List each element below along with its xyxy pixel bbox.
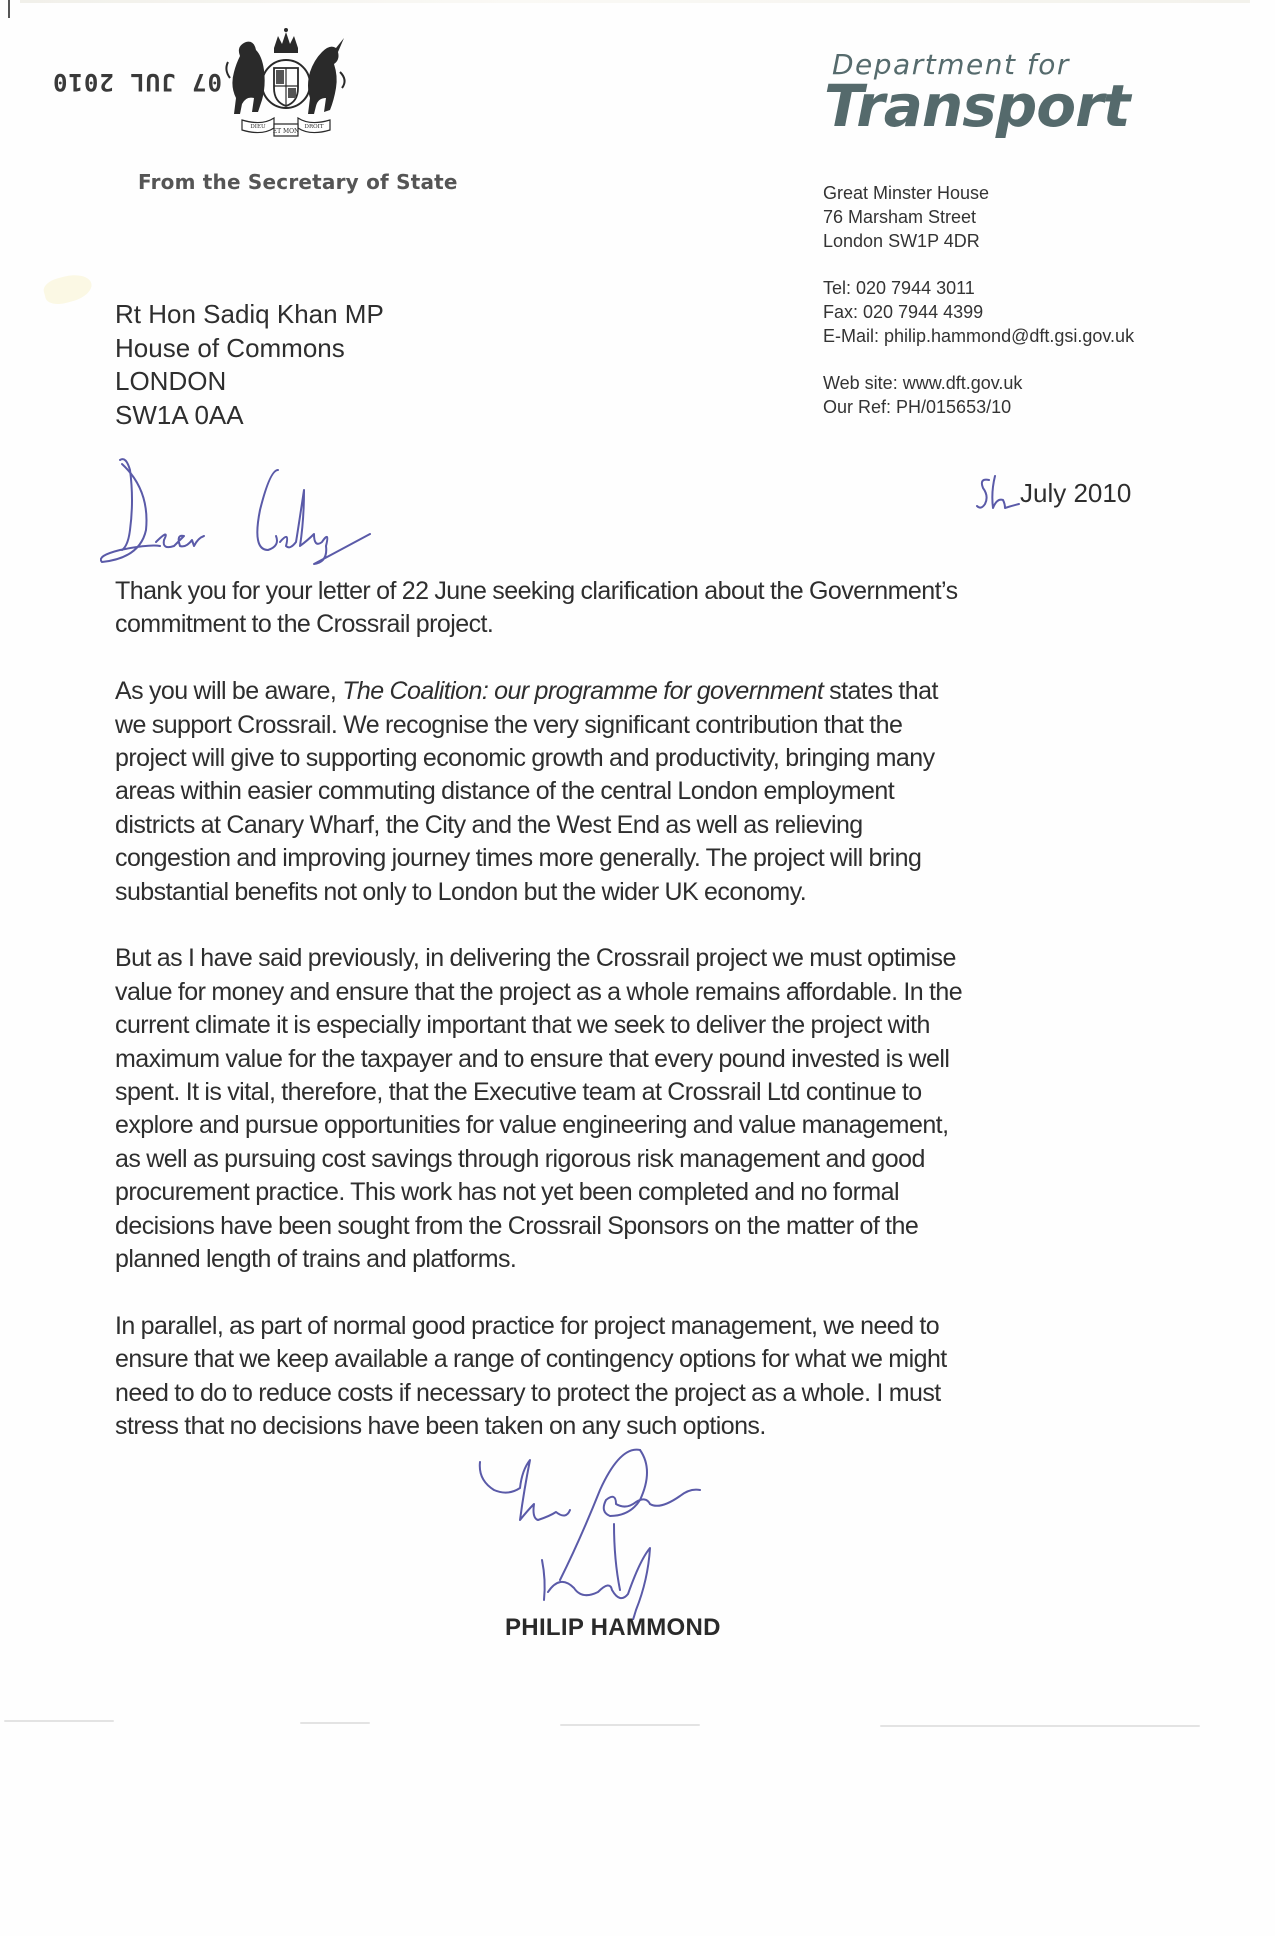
- recipient-address-line: House of Commons: [115, 332, 345, 363]
- body-line: congestion and improving journey times more generally. The project will bring: [115, 844, 922, 873]
- body-line: value for money and ensure that the project as a whole remains affordable. In the: [115, 977, 963, 1006]
- body-line: explore and pursue opportunities for value engineering and value management,: [115, 1111, 949, 1140]
- handwritten-signature: [450, 1440, 730, 1620]
- scan-artifact-line: [880, 1725, 1200, 1727]
- address-line: Great Minster House: [823, 183, 990, 203]
- body-line: districts at Canary Wharf, the City and the West End as well as relieving: [115, 810, 863, 839]
- body-line: ensure that we keep available a range of contingency options for what we might: [115, 1345, 947, 1374]
- body-line: procurement practice. This work has not yet been completed and no formal: [115, 1178, 900, 1207]
- recipient-postcode: SW1A 0AA: [115, 399, 244, 430]
- body-line: project will give to supporting economic growth and productivity, bringing many: [115, 744, 935, 773]
- contact-details: [823, 276, 1134, 348]
- recipient-name: Rt Hon Sadiq Khan MP: [115, 299, 384, 329]
- department-logo-line2: Transport: [824, 72, 1130, 140]
- body-line: Thank you for your letter of 22 June seeking clarification about the Government’s: [115, 577, 958, 605]
- svg-text:ET MON: ET MON: [272, 128, 300, 135]
- body-line: as well as pursuing cost savings through rigorous risk management and good: [115, 1144, 925, 1173]
- body-text: As you will be aware,: [115, 677, 343, 706]
- body-line: But as I have said previously, in delivering the Crossrail project we must optimise: [115, 944, 956, 973]
- date-month-year: July 2010: [1020, 478, 1132, 508]
- handwritten-salutation: [100, 450, 400, 570]
- body-line: maximum value for the taxpayer and to ensure that every pound invested is well: [115, 1044, 950, 1073]
- body-line: stress that no decisions have been taken on any such options.: [115, 1412, 766, 1441]
- website: Web site: www.dft.gov.uk: [823, 373, 1023, 393]
- paragraph: [115, 942, 1175, 1276]
- paragraph: [115, 1310, 1175, 1444]
- body-text: states that: [823, 677, 938, 706]
- paragraph: [115, 675, 1175, 909]
- royal-coat-of-arms-icon: [222, 26, 350, 140]
- publication-title: The Coalition: our programme for government: [342, 677, 824, 706]
- paragraph: [115, 575, 1175, 642]
- highlighter-mark: [41, 270, 94, 308]
- body-line: we support Crossrail. We recognise the very significant contribution that the: [115, 710, 903, 739]
- scan-edge: [20, 0, 1250, 3]
- letter-body: [115, 575, 1175, 1477]
- body-line: commitment to the Crossrail project.: [115, 610, 494, 639]
- telephone: Tel: 020 7944 3011: [823, 278, 975, 298]
- scan-edge-mark: [8, 0, 10, 18]
- body-line: need to do to reduce costs if necessary to protect the project as a whole. I must: [115, 1378, 941, 1407]
- body-line: decisions have been sought from the Crossrail Sponsors on the matter of the: [115, 1211, 919, 1240]
- svg-text:DIEU: DIEU: [250, 124, 266, 130]
- body-line: planned length of trains and platforms.: [115, 1245, 517, 1274]
- address-line: London SW1P 4DR: [823, 231, 980, 251]
- recipient-address-line: LONDON: [115, 366, 227, 396]
- body-line: spent. It is vital, therefore, that the Executive team at Crossrail Ltd continue to: [115, 1078, 922, 1107]
- signatory-name: PHILIP HAMMOND: [505, 1614, 721, 1641]
- from-secretary-of-state: From the Secretary of State: [138, 170, 458, 194]
- scan-artifact-line: [300, 1722, 370, 1724]
- address-line: 76 Marsham Street: [823, 207, 977, 227]
- body-line: areas within easier commuting distance of the central London employment: [115, 777, 895, 806]
- body-line: [115, 675, 1175, 708]
- received-date-stamp: 07 JUL 2010: [52, 68, 222, 96]
- web-and-reference: [823, 371, 1134, 419]
- svg-text:DROIT: DROIT: [304, 124, 324, 130]
- scan-artifact-line: [560, 1724, 700, 1726]
- email: E-Mail: philip.hammond@dft.gsi.gov.uk: [823, 326, 1135, 346]
- fax: Fax: 020 7944 4399: [823, 302, 984, 322]
- sender-address-block: [823, 181, 1134, 442]
- recipient-address: [115, 298, 384, 432]
- postal-address: [823, 181, 1134, 253]
- department-logo-line1: Department for: [832, 48, 1070, 81]
- scan-artifact-line: [4, 1720, 114, 1722]
- body-line: substantial benefits not only to London but the wider UK economy.: [115, 877, 807, 906]
- our-reference: Our Ref: PH/015653/10: [823, 397, 1012, 417]
- body-line: current climate it is especially important that we seek to deliver the project with: [115, 1011, 930, 1040]
- body-line: In parallel, as part of normal good practice for project management, we need to: [115, 1311, 940, 1340]
